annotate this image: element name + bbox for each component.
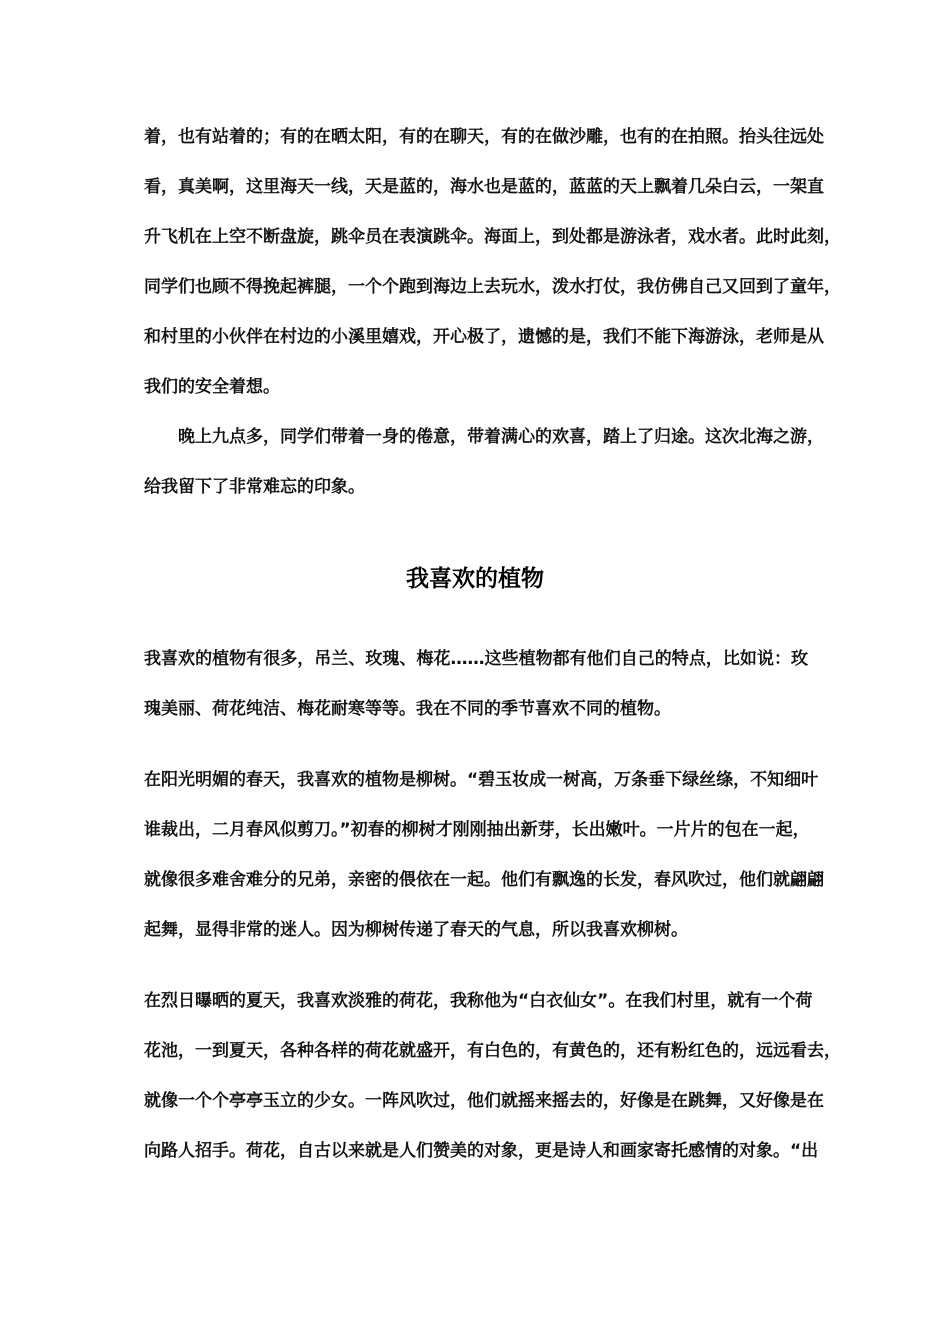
text-line: 起舞，显得非常的迷人。因为柳树传递了春天的气息，所以我喜欢柳树。 xyxy=(144,920,688,940)
text-line: 同学们也顾不得挽起裤腿，一个个跑到海边上去玩水，泼水打仗，我仿佛自己又回到了童年， xyxy=(144,277,841,297)
text-line: 花池，一到夏天，各种各样的荷花就盛开，有白色的，有黄色的，还有粉红色的，远远看去， xyxy=(144,1041,841,1061)
text-line: 在阳光明媚的春天，我喜欢的植物是柳树。“碧玉妆成一树高，万条垂下绿丝绦，不知细叶 xyxy=(144,770,819,790)
text-line: 晚上九点多，同学们带着一身的倦意，带着满心的欢喜，踏上了归途。这次北海之游， xyxy=(178,427,824,447)
text-line: 谁裁出，二月春风似剪刀。”初春的柳树才刚刚抽出新芽，长出嫩叶。一片片的包在一起， xyxy=(144,820,810,840)
text-line: 看，真美啊，这里海天一线，天是蓝的，海水也是蓝的，蓝蓝的天上飘着几朵白云，一架直 xyxy=(144,177,824,197)
text-line: 我喜欢的植物有很多，吊兰、玫瑰、梅花……这些植物都有他们自己的特点，比如说：玫 xyxy=(144,649,808,669)
text-line: 升飞机在上空不断盘旋，跳伞员在表演跳伞。海面上，到处都是游泳者，戏水者。此时此刻， xyxy=(144,227,841,247)
text-line: 给我留下了非常难忘的印象。 xyxy=(144,477,365,497)
text-line: 就像很多难舍难分的兄弟，亲密的偎依在一起。他们有飘逸的长发，春风吹过，他们就翩翩 xyxy=(144,870,824,890)
text-line: 我们的安全着想。 xyxy=(144,377,280,397)
text-line: 在烈日曝晒的夏天，我喜欢淡雅的荷花，我称他为“白衣仙女”。在我们村里，就有一个荷 xyxy=(144,991,813,1011)
text-line: 着，也有站着的；有的在晒太阳，有的在聊天，有的在做沙雕，也有的在拍照。抬头往远处 xyxy=(144,127,824,147)
essay-title: 我喜欢的植物 xyxy=(406,566,544,592)
text-line: 和村里的小伙伴在村边的小溪里嬉戏，开心极了，遗憾的是，我们不能下海游泳，老师是从 xyxy=(144,327,824,347)
text-line: 瑰美丽、荷花纯洁、梅花耐寒等等。我在不同的季节喜欢不同的植物。 xyxy=(144,699,671,719)
text-line: 向路人招手。荷花，自古以来就是人们赞美的对象，更是诗人和画家寄托感情的对象。“出 xyxy=(144,1141,819,1161)
text-line: 就像一个个亭亭玉立的少女。一阵风吹过，他们就摇来摇去的，好像是在跳舞，又好像是在 xyxy=(144,1091,824,1111)
